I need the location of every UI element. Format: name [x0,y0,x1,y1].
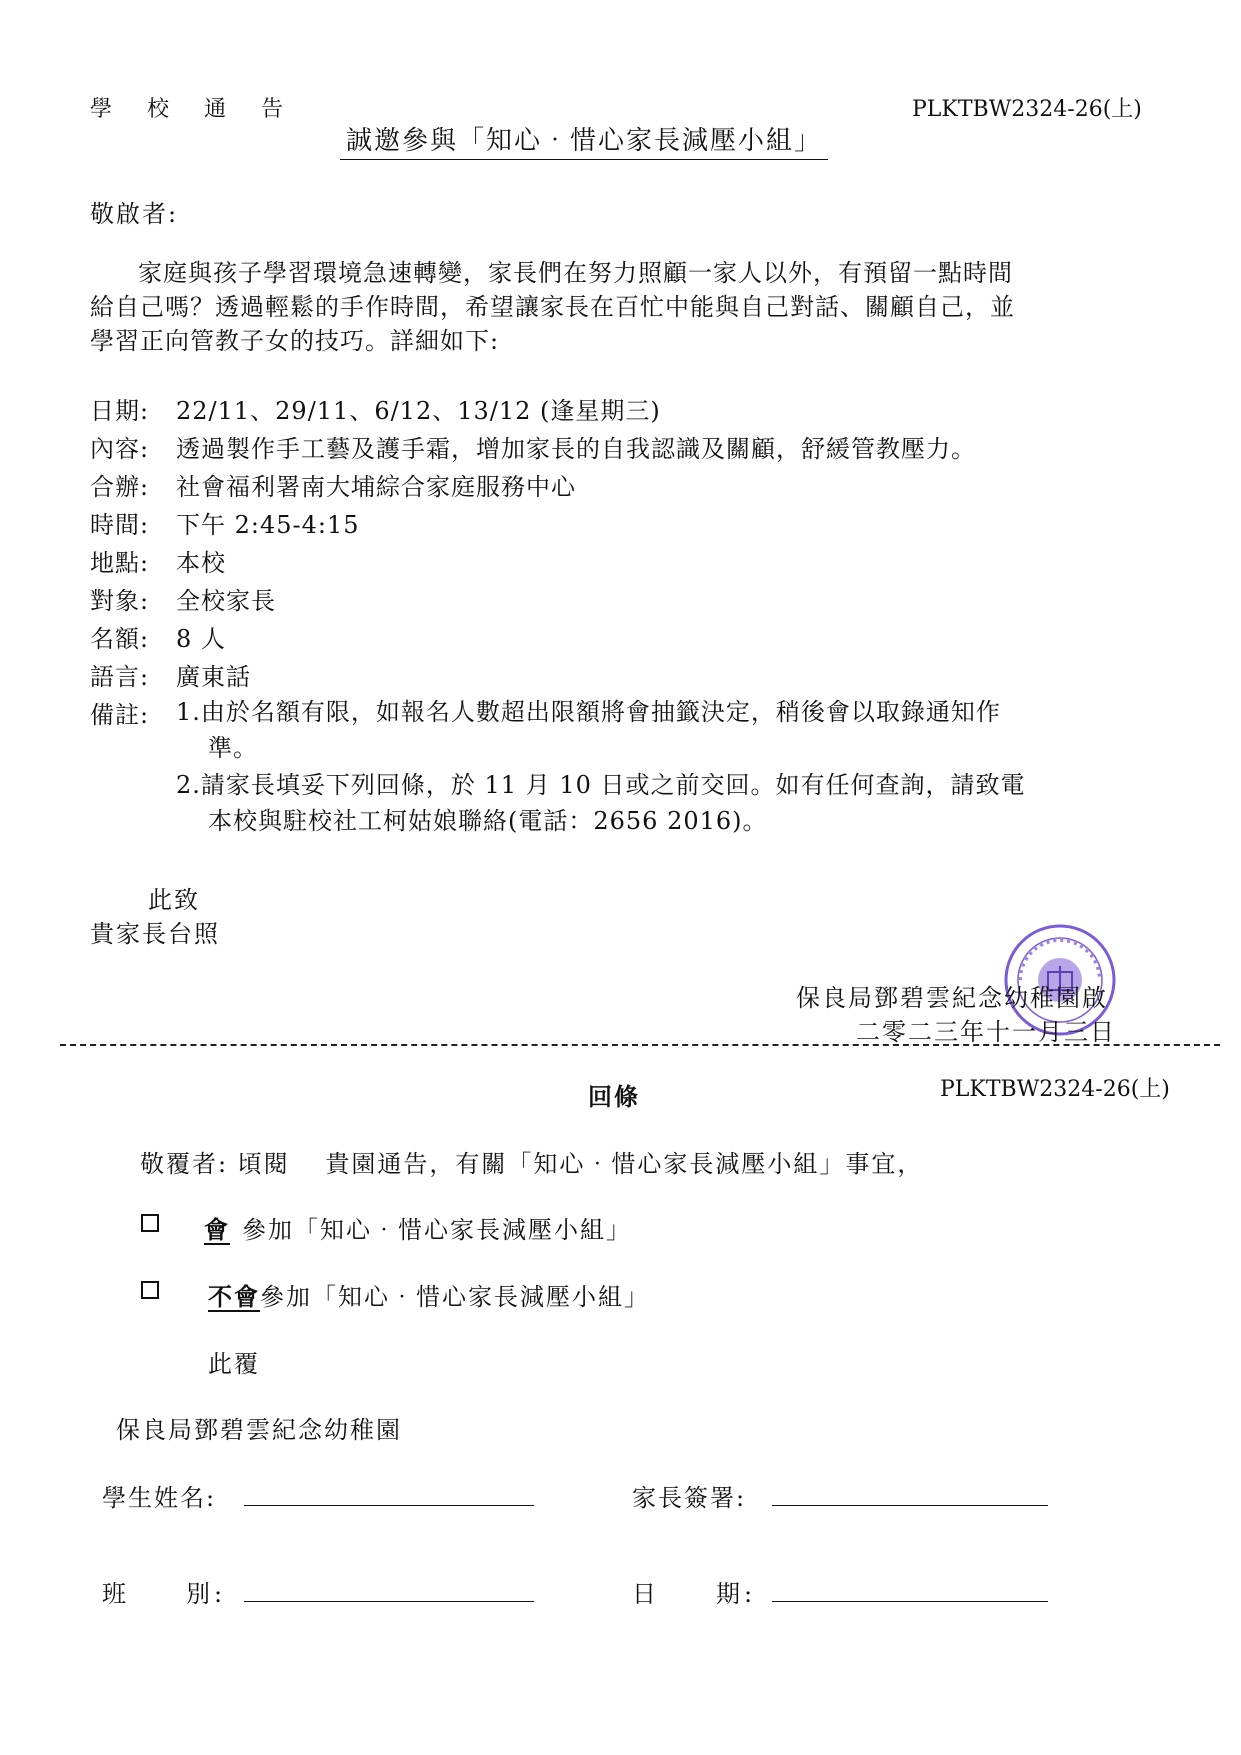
detail-value: 廣東話 [176,663,251,691]
intro-line-2: 給自己嗎？透過輕鬆的手作時間，希望讓家長在百忙中能與自己對話、關顧自己，並 [90,293,1015,321]
ref-code: PLKTBW2324-26(上) [912,97,1142,122]
detail-value: 透過製作手工藝及護手霜，增加家長的自我認識及關顧，舒緩管教壓力。 [176,435,976,463]
detail-venue [90,543,226,578]
reply-ref-code: PLKTBW2324-26(上) [940,1077,1170,1102]
not-attend-text: 參加「知心‧惜心家長減壓小組」 [260,1283,650,1311]
student-name-label: 學生姓名: [102,1484,217,1512]
not-attend-option [208,1277,650,1312]
attend-word: 會 [204,1215,230,1244]
reply-salutation: 敬覆者: 頃閱 貴園通告，有關「知心‧惜心家長減壓小組」事宜， [140,1150,924,1178]
date-field[interactable] [772,1601,1048,1602]
remark-item-2 [176,767,1156,839]
detail-value: 社會福利署南大埔綜合家庭服務中心 [176,473,576,501]
remark-text: 請家長填妥下列回條，於 11 月 10 日或之前交回。如有任何查詢，請致電 [200,771,1026,799]
detail-label: 地點: [90,549,150,577]
detail-date [90,391,661,426]
detail-value: 全校家長 [176,587,276,615]
remark-item-1 [176,694,1156,766]
parent-signature-label: 家長簽署: [632,1484,747,1512]
intro-line-1: 家庭與孩子學習環境急速轉變，家長們在努力照顧一家人以外，有預留一點時間 [138,259,1013,287]
detail-label: 內容: [90,435,150,463]
detail-label: 名額: [90,625,150,653]
page-title: 誠邀參與「知心‧惜心家長減壓小組」 [340,120,828,160]
remark-text: 由於名額有限，如報名人數超出限額將會抽籤決定，稍後會以取錄通知作 [200,698,1001,726]
remarks-label: 備註: [90,701,150,729]
detail-value: 本校 [176,549,226,577]
remark-text-cont: 本校與駐校社工柯姑娘聯絡(電話：2656 2016)。 [208,807,768,835]
detail-label: 對象: [90,587,150,615]
remark-number: 1. [176,698,201,726]
class-field[interactable] [244,1601,534,1602]
reply-title: 回條 [588,1082,640,1111]
tear-off-divider [60,1044,1220,1046]
attend-checkbox[interactable] [141,1214,159,1232]
closing-line-1: 此致 [148,886,200,914]
not-attend-checkbox[interactable] [141,1281,159,1299]
student-name-field[interactable] [244,1505,534,1506]
detail-value: 8 人 [176,625,226,653]
detail-value: 22/11、29/11、6/12、13/12 (逢星期三) [176,397,661,425]
detail-label: 語言: [90,663,150,691]
detail-label: 日期: [90,397,150,425]
detail-target [90,581,276,616]
greeting: 敬啟者: [90,200,179,228]
remark-text-cont: 準。 [208,734,258,762]
notice-date: 二零二三年十一月三日 [856,1018,1116,1046]
detail-content [90,429,976,464]
detail-value: 下午 2:45-4:15 [176,511,360,539]
class-label: 班 別: [102,1580,227,1608]
signer: 保良局鄧碧雲紀念幼稚園啟 [796,984,1108,1012]
attend-option [192,1210,632,1245]
intro-line-3: 學習正向管教子女的技巧。詳細如下: [90,327,500,355]
parent-signature-field[interactable] [772,1505,1048,1506]
attend-text: 參加「知心‧惜心家長減壓小組」 [242,1216,632,1244]
reply-school-name: 保良局鄧碧雲紀念幼稚園 [116,1416,402,1444]
intro-paragraph [90,256,1150,358]
remark-number: 2. [176,771,201,799]
detail-label: 合辦: [90,473,150,501]
notice-type: 學 校 通 告 [90,97,297,122]
not-attend-word: 不會 [208,1282,260,1311]
reply-closing: 此覆 [208,1350,260,1378]
detail-label: 時間: [90,511,150,539]
detail-time [90,505,360,540]
detail-quota [90,619,226,654]
closing-line-2: 貴家長台照 [90,920,220,948]
detail-language [90,657,251,692]
date-label: 日 期: [632,1580,757,1608]
detail-co-organizer [90,467,576,502]
